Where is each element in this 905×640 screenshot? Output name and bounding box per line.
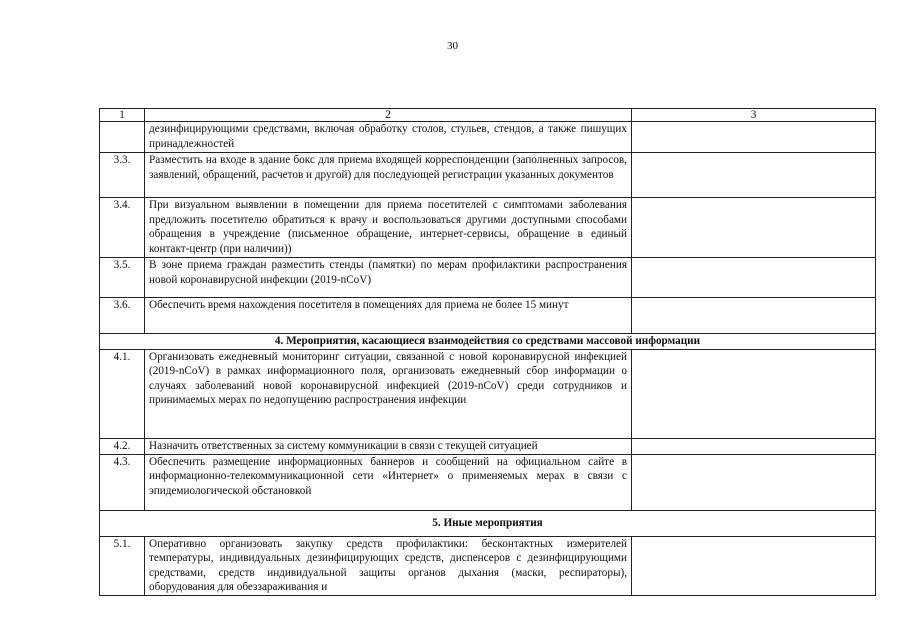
row-result-cell — [632, 349, 876, 438]
header-col-2: 2 — [145, 109, 632, 122]
section-row — [100, 510, 876, 536]
section-heading-4: 4. Мероприятия, касающиеся взаимодействия со средствами массовой информации — [100, 334, 876, 350]
table-row — [100, 198, 876, 258]
row-text: Обеспечить время нахождения посетителя в помещениях для приема не более 15 минут — [145, 298, 632, 334]
table-row — [100, 438, 876, 454]
table-row — [100, 122, 876, 153]
page-number: 30 — [447, 40, 458, 52]
header-col-3: 3 — [632, 109, 876, 122]
row-result-cell — [632, 536, 876, 595]
row-number: 3.4. — [100, 198, 145, 258]
row-number — [100, 122, 145, 153]
row-result-cell — [632, 198, 876, 258]
row-result-cell — [632, 153, 876, 198]
row-text: Организовать ежедневный мониторинг ситуации, связанной с новой коронавирусной инфекцией (2019-nCoV) в рамках информационного поля, организовать ежедневный сбор информации о случаях заболеваний новой коронавирусной инфекцией (2019-nCoV) среди сотрудников и принимаемых мерах по недопущению распространения инфекции — [145, 349, 632, 438]
row-number: 3.3. — [100, 153, 145, 198]
table-row — [100, 258, 876, 298]
row-result-cell — [632, 122, 876, 153]
table-row — [100, 454, 876, 510]
row-number: 3.6. — [100, 298, 145, 334]
row-text: Оперативно организовать закупку средств профилактики: бесконтактных измерителей температуры, индивидуальных дезинфицирующих средств, диспенсеров с дезинфицирующими средствами, средств индивидуальной защиты органов дыхания (маски, респираторы), оборудования для обеззараживания и — [145, 536, 632, 595]
header-col-1: 1 — [100, 109, 145, 122]
section-row — [100, 334, 876, 350]
row-text: При визуальном выявлении в помещении для приема посетителей с симптомами заболевания предложить посетителю обратиться к врачу и воспользоваться другими доступными способами обращения в учреждение (письменное обращение, интернет-сервисы, обращение в единый контакт-центр (при наличии)) — [145, 198, 632, 258]
table-row — [100, 536, 876, 595]
row-number: 4.3. — [100, 454, 145, 510]
table-row — [100, 298, 876, 334]
row-text: Разместить на входе в здание бокс для приема входящей корреспонденции (заполненных запросов, заявлений, обращений, расчетов и другой) для последующей регистрации указанных документов — [145, 153, 632, 198]
row-result-cell — [632, 454, 876, 510]
row-text: В зоне приема граждан разместить стенды (памятки) по мерам профилактики распространения новой коронавирусной инфекции (2019-nCoV) — [145, 258, 632, 298]
row-result-cell — [632, 438, 876, 454]
row-number: 3.5. — [100, 258, 145, 298]
row-result-cell — [632, 258, 876, 298]
section-heading-5: 5. Иные мероприятия — [100, 510, 876, 536]
row-text: дезинфицирующими средствами, включая обработку столов, стульев, стендов, а также пишущих принадлежностей — [145, 122, 632, 153]
header-row — [100, 109, 876, 122]
table-row — [100, 349, 876, 438]
row-number: 4.2. — [100, 438, 145, 454]
row-text: Назначить ответственных за систему коммуникации в связи с текущей ситуацией — [145, 438, 632, 454]
measures-table — [99, 108, 876, 596]
row-text: Обеспечить размещение информационных баннеров и сообщений на официальном сайте в информационно-телекоммуникационной сети «Интернет» о применяемых мерах в связи с эпидемиологической обстановкой — [145, 454, 632, 510]
table-row — [100, 153, 876, 198]
row-number: 5.1. — [100, 536, 145, 595]
row-number: 4.1. — [100, 349, 145, 438]
row-result-cell — [632, 298, 876, 334]
